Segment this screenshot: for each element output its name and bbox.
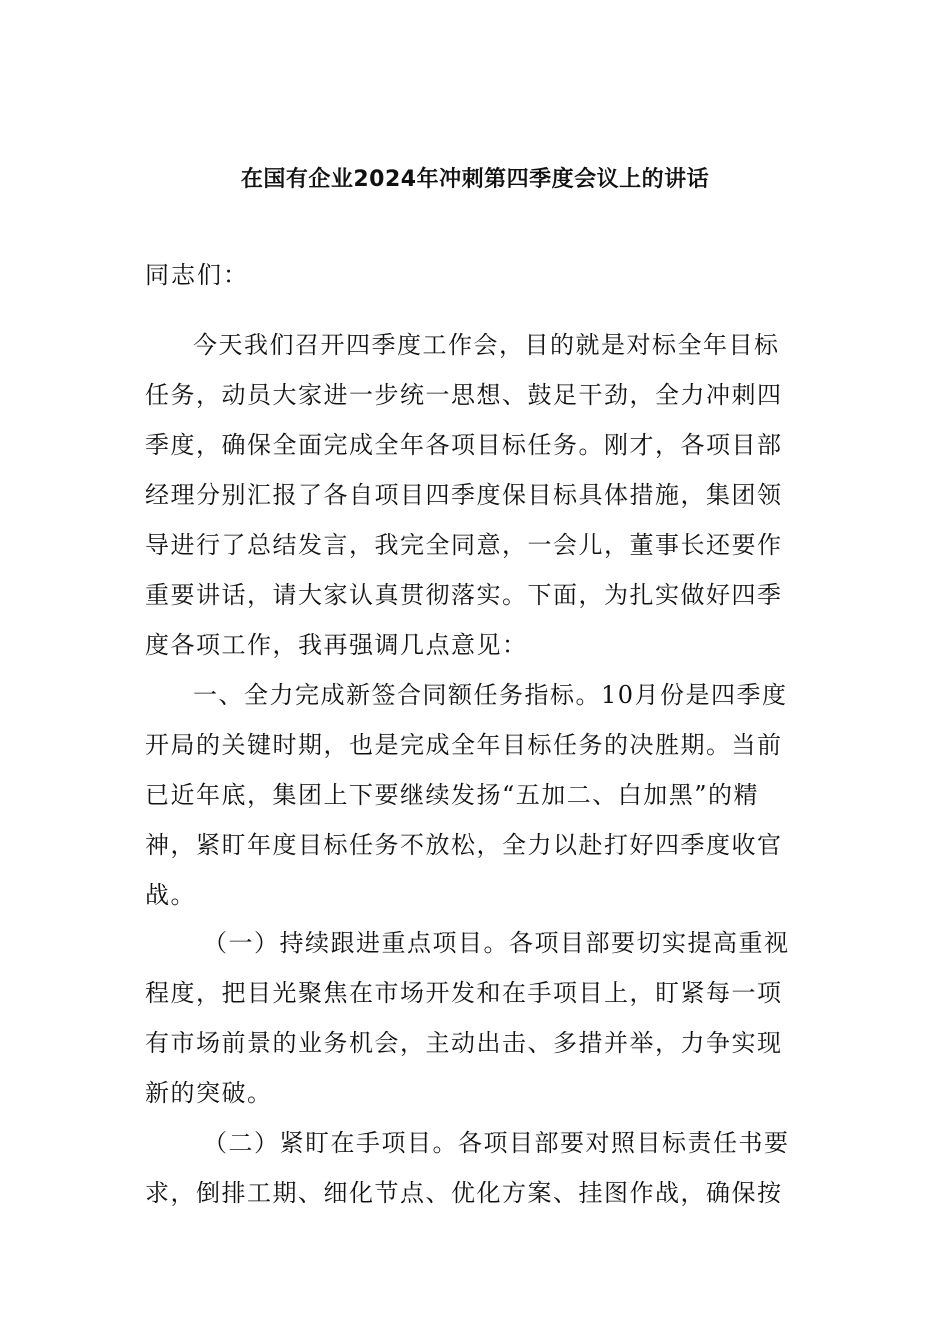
paragraph-line: 神，紧盯年度目标任务不放松，全力以赴打好四季度收官 [145,831,783,859]
paragraph-subsection-two [145,1118,805,1218]
paragraph-line: 任务，动员大家进一步统一思想、鼓足干劲，全力冲刺四 [145,381,783,409]
paragraph-line: 今天我们召开四季度工作会，目的就是对标全年目标 [193,331,780,359]
salutation: 同志们： [145,261,249,289]
paragraph-line: （一）持续跟进重点项目。各项目部要切实提高重视 [203,929,790,957]
paragraph-section-one [145,670,805,920]
paragraph-line: 重要讲话，请大家认真贯彻落实。下面，为扎实做好四季 [145,581,783,609]
document-title: 在国有企业2024年冲刺第四季度会议上的讲话 [240,167,710,192]
paragraph-line: 程度，把目光聚焦在市场开发和在手项目上，盯紧每一项 [145,979,783,1007]
paragraph-line: 开局的关键时期，也是完成全年目标任务的决胜期。当前 [145,731,783,759]
paragraph-line: 已近年底，集团上下要继续发扬“五加二、白加黑”的精 [145,781,760,809]
paragraph-line: 战。 [145,881,196,909]
paragraph-line: 求，倒排工期、细化节点、优化方案、挂图作战，确保按 [145,1179,783,1207]
paragraph-line: 导进行了总结发言，我完全同意，一会儿，董事长还要作 [145,531,783,559]
paragraph-line: 经理分别汇报了各自项目四季度保目标具体措施，集团领 [145,481,783,509]
paragraph-line: 有市场前景的业务机会，主动出击、多措并举，力争实现 [145,1029,783,1057]
paragraph-opening [145,320,805,670]
paragraph-line: 季度，确保全面完成全年各项目标任务。刚才，各项目部 [145,431,783,459]
paragraph-subsection-one [145,918,805,1118]
paragraph-line: 新的突破。 [145,1079,273,1107]
paragraph-line: 一、全力完成新签合同额任务指标。10月份是四季度 [193,681,788,709]
paragraph-line: 度各项工作，我再强调几点意见： [145,631,528,659]
paragraph-line: （二）紧盯在手项目。各项目部要对照目标责任书要 [203,1129,790,1157]
